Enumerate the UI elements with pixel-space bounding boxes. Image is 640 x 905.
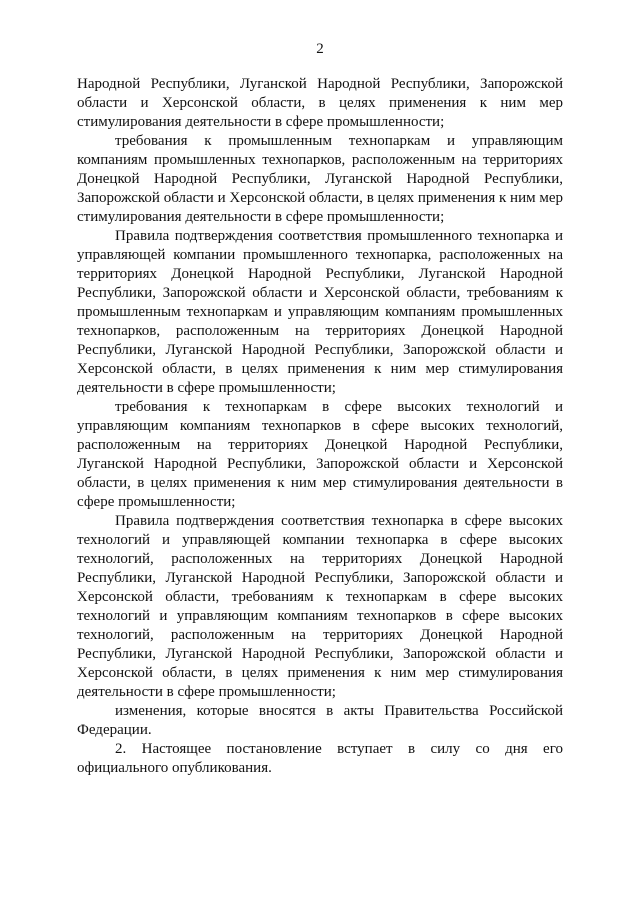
document-body xyxy=(77,75,563,778)
paragraph-government-acts-amendments: изменения, которые вносятся в акты Правительства Российской Федерации. xyxy=(77,703,563,738)
paragraph-continuation: Народной Республики, Луганской Народной Республики, Запорожской области и Херсонской области, в целях применения к ним мер стимулирования деятельности в сфере промышленности; xyxy=(77,76,563,130)
paragraph-industrial-technopark-conformity-rules: Правила подтверждения соответствия промышленного технопарка и управляющей компании промышленного технопарка, расположенных на территориях Донецкой Народной Республики, Луганской Народной Республики, Запорожской области и Херсонской области, требованиям к промышленным технопаркам и управляющим компаниям промышленных технопарков, расположенным на территориях Донецкой Народной Республики, Луганской Народной Республики, Запорожской области и Херсонской области, в целях применения к ним мер стимулирования деятельности в сфере промышленности; xyxy=(77,228,563,396)
paragraph-high-tech-technopark-conformity-rules: Правила подтверждения соответствия технопарка в сфере высоких технологий и управляющей компании технопарка в сфере высоких технологий, расположенных на территориях Донецкой Народной Республики, Луганской Народной Республики, Запорожской области и Херсонской области, требованиям к технопаркам в сфере высоких технологий и управляющим компаниям технопарков в сфере высоких технологий, расположенным на территориях Донецкой Народной Республики, Луганской Народной Республики, Запорожской области и Херсонской области, в целях применения к ним мер стимулирования деятельности в сфере промышленности; xyxy=(77,513,563,700)
paragraph-entry-into-force: 2. Настоящее постановление вступает в силу со дня его официального опубликования. xyxy=(77,741,563,776)
page-number: 2 xyxy=(316,41,324,57)
paragraph-industrial-technopark-requirements: требования к промышленным технопаркам и управляющим компаниям промышленных технопарков, расположенным на территориях Донецкой Народной Республики, Луганской Народной Республики, Запорожской области и Херсонской области, в целях применения к ним мер стимулирования деятельности в сфере промышленности; xyxy=(77,133,563,225)
paragraph-high-tech-technopark-requirements: требования к технопаркам в сфере высоких технологий и управляющим компаниям технопарков в сфере высоких технологий, расположенным на территориях Донецкой Народной Республики, Луганской Народной Республики, Запорожской области и Херсонской области, в целях применения к ним мер стимулирования деятельности в сфере промышленности; xyxy=(77,399,563,510)
